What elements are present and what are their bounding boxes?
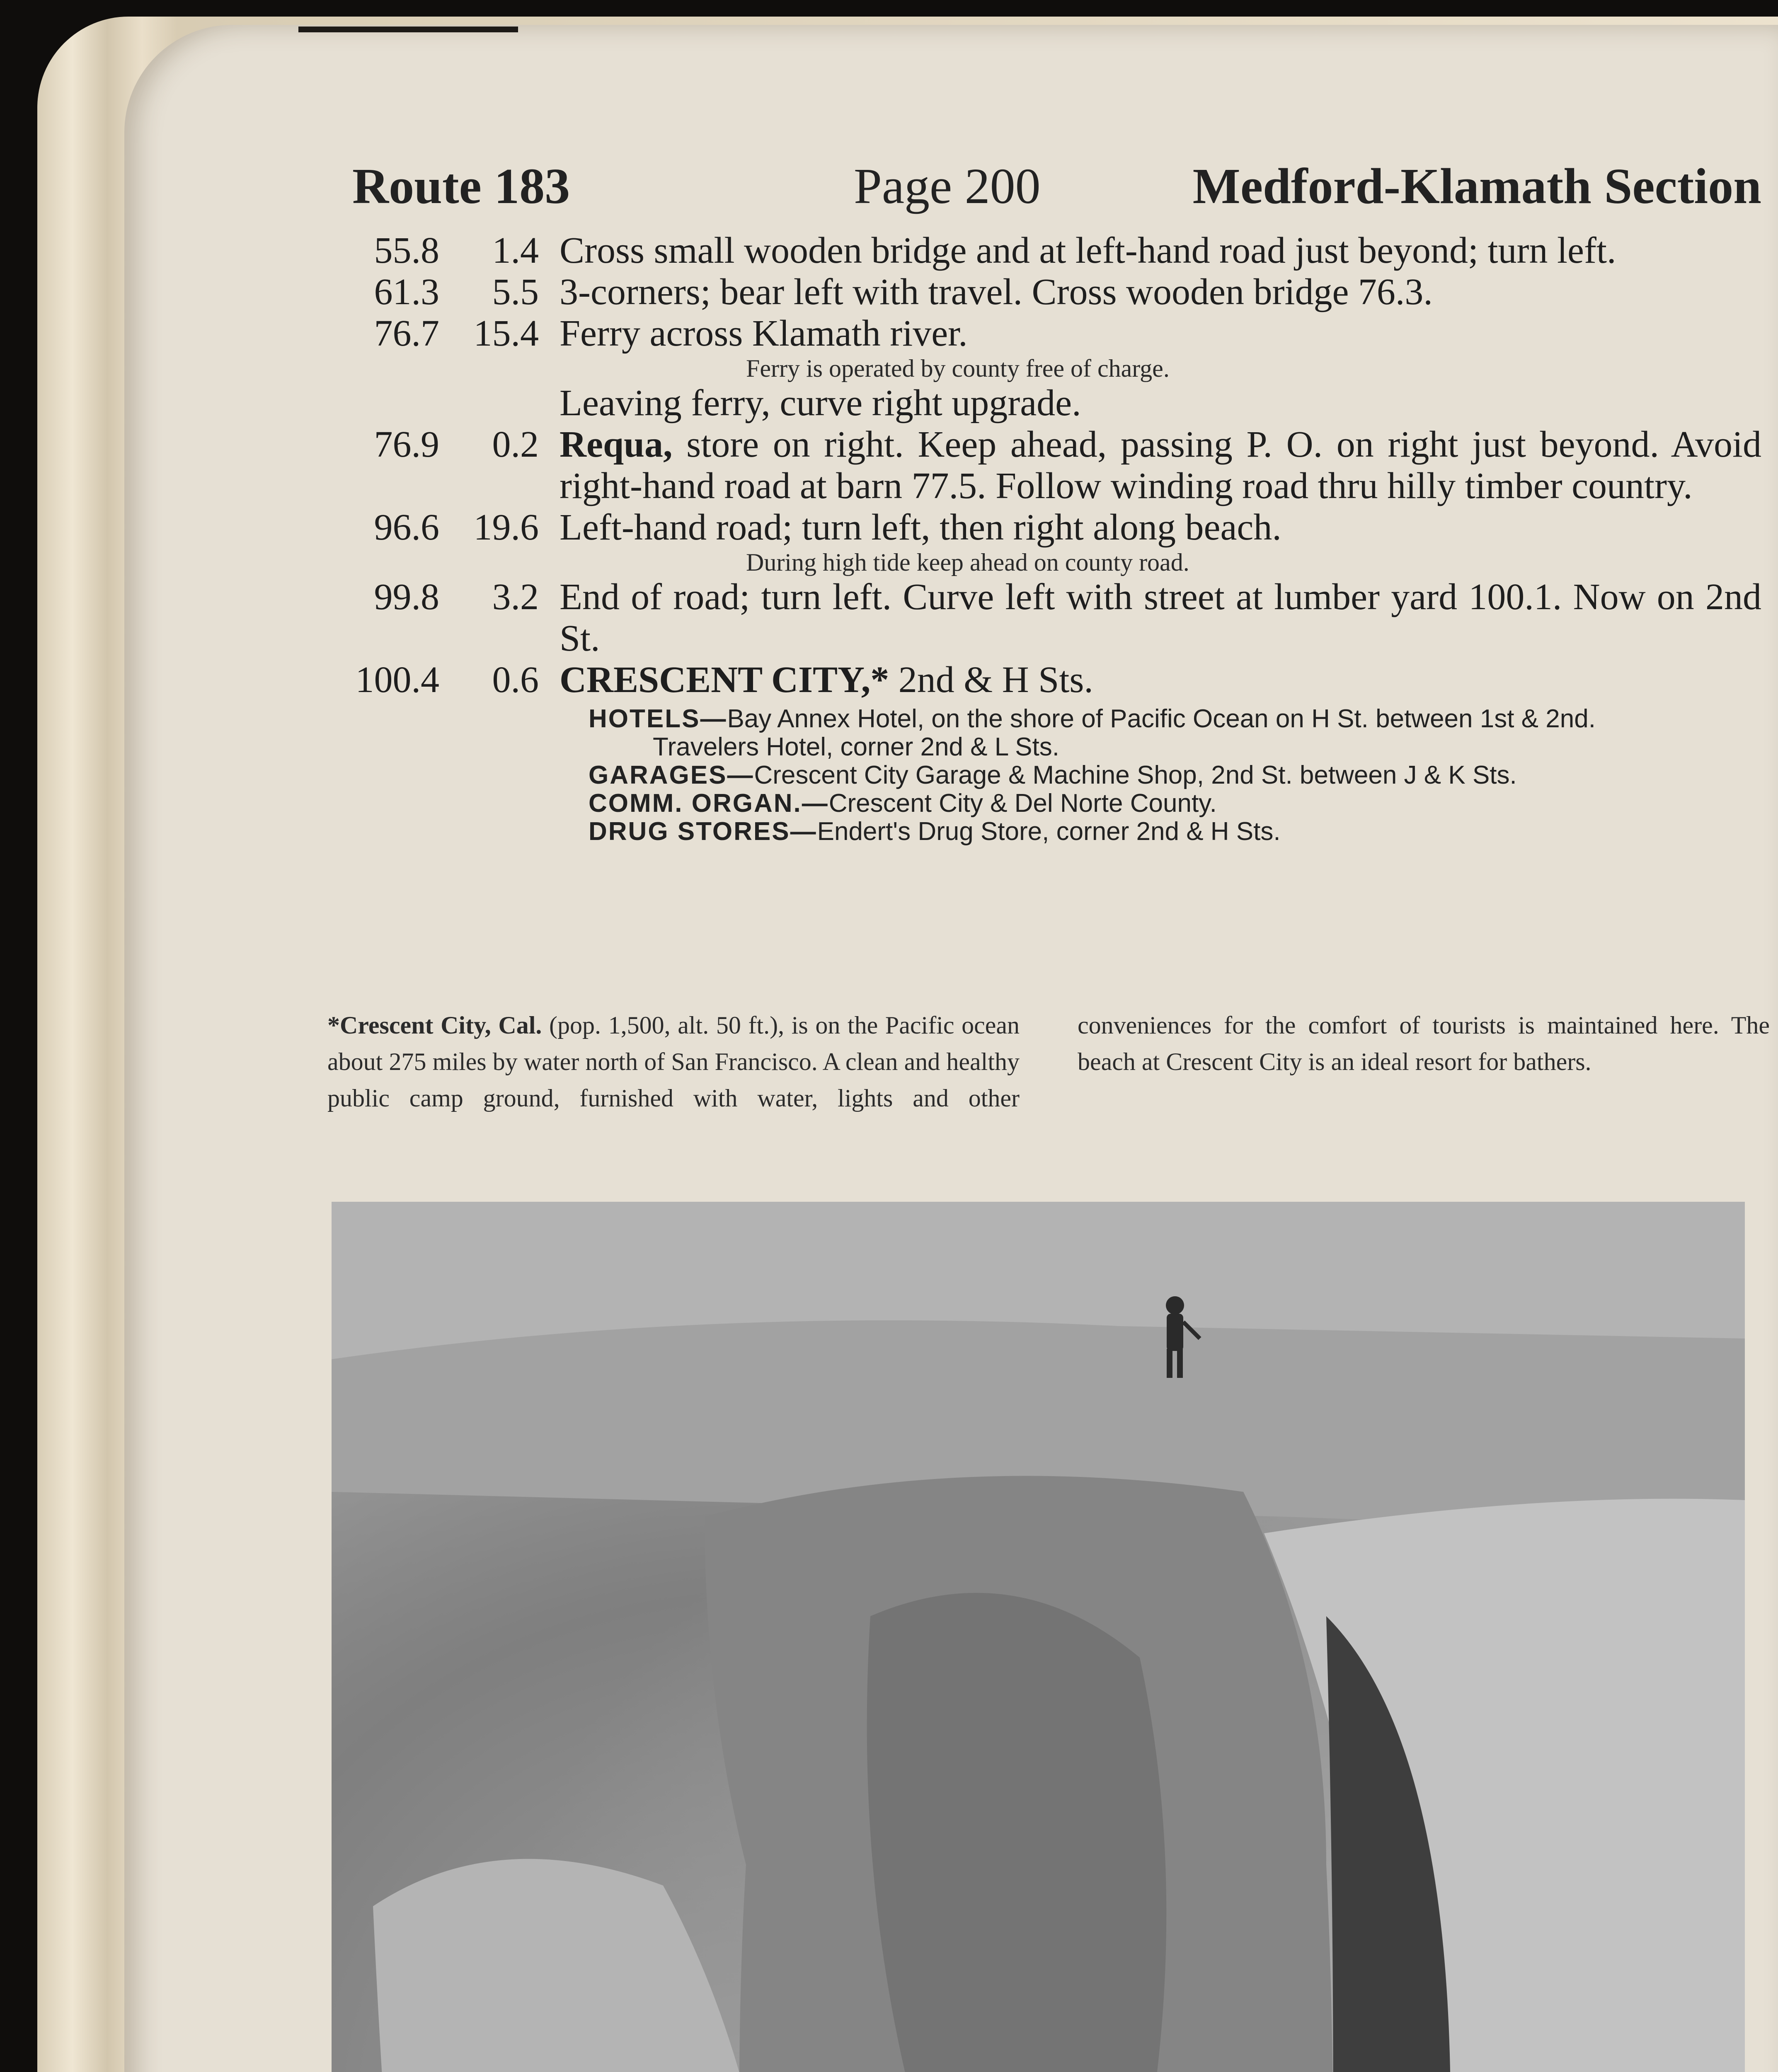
entry-text: End of road; turn left. Curve left with street at lumber yard 100.1. Now on 2nd St. xyxy=(560,576,1761,659)
footnote xyxy=(327,1007,1770,1116)
entry-text xyxy=(560,659,1761,701)
garages-row xyxy=(589,761,1761,789)
hotels-label: HOTELS— xyxy=(589,704,727,733)
entry-text: Cross small wooden bridge and at left-hand road just beyond; turn left. xyxy=(560,230,1616,271)
entry-miles: 76.7 xyxy=(374,313,439,354)
town-directory xyxy=(589,705,1761,846)
entry-text: Ferry across Klamath river. xyxy=(560,313,968,354)
entry-text-body: store on right. Keep ahead, passing P. O. on right just beyond. Avoid right-hand road at barn 77.5. Follow winding road thru hilly timber country. xyxy=(560,424,1761,506)
entry-interval: 15.4 xyxy=(473,313,539,354)
drug-stores-text: Endert's Drug Store, corner 2nd & H Sts. xyxy=(817,817,1281,846)
footnote-title: *Crescent City, Cal. xyxy=(327,1012,542,1039)
entry-text xyxy=(560,424,1761,507)
hotels-row xyxy=(589,705,1761,733)
page-number: Page 200 xyxy=(854,158,1041,214)
route-number: Route 183 xyxy=(352,158,570,214)
comm-organ-label: COMM. ORGAN.— xyxy=(589,789,829,818)
entry-interval: 0.6 xyxy=(492,659,539,700)
page-header xyxy=(352,157,1761,228)
place-name: CRESCENT CITY,* xyxy=(560,659,889,700)
entry-note: During high tide keep ahead on county road. xyxy=(746,549,1189,576)
route-entry xyxy=(332,576,1761,659)
footnote-text: (pop. 1,500, alt. 50 ft.), is on the Pacific ocean about 275 miles by water north of San Francisco. A clean and healthy public camp ground, furnished with water, lights and other conveniences for the comfort of tourists is maintained here. The beach at Crescent City is an ideal resort for bathers. xyxy=(327,1012,1770,1112)
entry-miles: 61.3 xyxy=(374,271,439,312)
entry-text: Left-hand road; turn left, then right along beach. xyxy=(560,507,1281,548)
route-entry xyxy=(332,313,1761,424)
entry-note: Ferry is operated by county free of charge. xyxy=(746,355,1170,382)
glacier-photo xyxy=(332,1202,1745,2072)
route-entry xyxy=(332,659,1761,701)
entry-interval: 5.5 xyxy=(492,271,539,312)
entry-miles: 99.8 xyxy=(374,576,439,617)
entry-miles: 55.8 xyxy=(374,230,439,271)
garages-label: GARAGES— xyxy=(589,761,754,789)
entry-interval: 3.2 xyxy=(492,576,539,617)
entry-continuation: Leaving ferry, curve right upgrade. xyxy=(560,382,1081,424)
garages-text: Crescent City Garage & Machine Shop, 2nd St. between J & K Sts. xyxy=(754,761,1517,789)
entry-interval: 0.2 xyxy=(492,424,539,465)
entry-miles: 100.4 xyxy=(355,659,439,700)
hotels-row-2: Travelers Hotel, corner 2nd & L Sts. xyxy=(653,733,1059,761)
entry-interval: 19.6 xyxy=(473,507,539,548)
section-title: Medford-Klamath Section xyxy=(1192,158,1761,214)
route-entry xyxy=(332,230,1761,271)
entry-text: 3-corners; bear left with travel. Cross wooden bridge 76.3. xyxy=(560,271,1433,312)
drug-stores-row xyxy=(589,818,1761,846)
route-entry xyxy=(332,507,1761,576)
route-entry xyxy=(332,271,1761,313)
route-entry xyxy=(332,424,1761,507)
comm-organ-text: Crescent City & Del Norte County. xyxy=(828,789,1217,818)
hotels-text: Bay Annex Hotel, on the shore of Pacific Ocean on H St. between 1st & 2nd. xyxy=(727,704,1596,733)
drug-stores-label: DRUG STORES— xyxy=(589,817,817,846)
entry-miles: 96.6 xyxy=(374,507,439,548)
route-entries xyxy=(332,230,1761,846)
comm-organ-row xyxy=(589,789,1761,818)
entry-miles: 76.9 xyxy=(374,424,439,465)
entry-interval: 1.4 xyxy=(492,230,539,271)
place-name: Requa, xyxy=(560,424,673,465)
glacier-illustration xyxy=(332,1202,1745,2072)
entry-text-body: 2nd & H Sts. xyxy=(889,659,1093,700)
top-rule xyxy=(298,27,518,32)
